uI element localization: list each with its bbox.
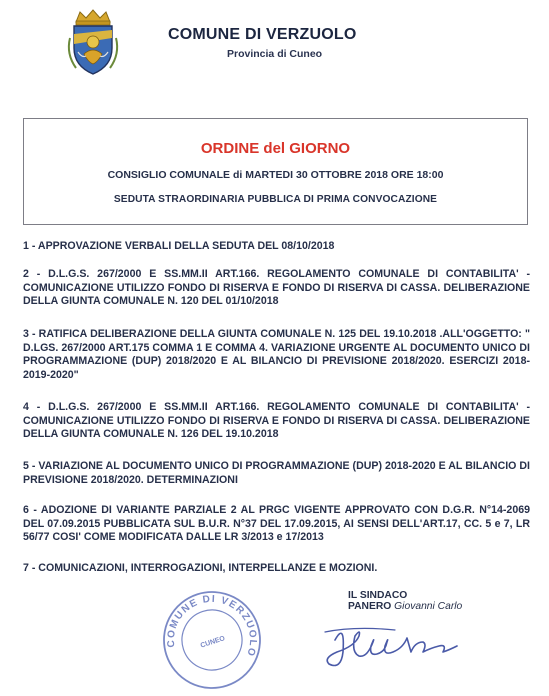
agenda-item-4: 4 - D.L.G.S. 267/2000 E SS.MM.II ART.166. REGOLAMENTO COMUNALE DI CONTABILITA' - COMUNICAZIONE UTILIZZO FONDO DI RISERVA E FONDO DI RISERVA DI CASSA. DELIBERAZIONE DELLA GIUNTA COMUNALE N. 126 DEL 19.10.2018: [23, 401, 530, 440]
agenda-heading-box: [23, 118, 528, 225]
municipal-stamp: [160, 588, 264, 692]
handwritten-signature: [315, 612, 465, 682]
agenda-title: [24, 140, 527, 157]
signatory-given-name: Giovanni Carlo: [394, 601, 463, 612]
coat-of-arms-icon: [62, 8, 124, 76]
agenda-title-main: ORDINE: [200, 140, 264, 157]
document-header: [0, 0, 549, 110]
signatory-name: [348, 601, 462, 612]
agenda-item-5: 5 - VARIAZIONE AL DOCUMENTO UNICO DI PROGRAMMAZIONE (DUP) 2018-2020 E AL BILANCIO DI PREVISIONE 2018/2020. DETERMINAZIONI: [23, 460, 530, 486]
session-type-line: SEDUTA STRAORDINARIA PUBBLICA DI PRIMA CONVOCAZIONE: [113, 194, 438, 205]
agenda-item-7: 7 - COMUNICAZIONI, INTERROGAZIONI, INTERPELLANZE E MOZIONI.: [23, 562, 378, 574]
signatory-title: IL SINDACO: [348, 590, 408, 601]
stamp-ring-text: COMUNE DI VERZUOLO: [165, 593, 259, 659]
signature-block: [348, 590, 462, 612]
municipality-title: COMUNE DI VERZUOLO: [168, 26, 357, 43]
province-subtitle: Provincia di Cuneo: [227, 48, 323, 60]
agenda-title-end: GIORNO: [285, 140, 351, 157]
svg-text:COMUNE DI VERZUOLO: [160, 588, 264, 683]
signatory-surname: PANERO: [348, 601, 392, 612]
agenda-item-2: 2 - D.L.G.S. 267/2000 E SS.MM.II ART.166. REGOLAMENTO COMUNALE DI CONTABILITA' - COMUNICAZIONE UTILIZZO FONDO DI RISERVA E FONDO DI RISERVA DI CASSA. DELIBERAZIONE DELLA GIUNTA COMUNALE N. 120 DEL 01/10/2018: [23, 268, 530, 307]
agenda-title-del: del: [263, 140, 286, 157]
council-session-line: CONSIGLIO COMUNALE di MARTEDI 30 OTTOBRE 2018 ORE 18:00: [107, 169, 444, 181]
agenda-item-1: 1 - APPROVAZIONE VERBALI DELLA SEDUTA DEL 08/10/2018: [23, 240, 335, 252]
agenda-item-3: 3 - RATIFICA DELIBERAZIONE DELLA GIUNTA COMUNALE N. 125 DEL 19.10.2018 .ALL'OGGETTO: " D.LGS. 267/2000 ART.175 COMMA 1 E COMMA 4. VARIAZIONE URGENTE AL DOCUMENTO UNICO DI PROGRAMMAZIONE (DUP) 2018/2020 E AL BILANCIO DI PREVISIONE 2018/2020. ESERCIZI 2018-2019-2020": [23, 328, 530, 381]
stamp-center-text: CUNEO: [199, 635, 226, 650]
agenda-item-6: 6 - ADOZIONE DI VARIANTE PARZIALE 2 AL PRGC VIGENTE APPROVATO CON D.G.R. N°14-2069 DEL 07.09.2015 PUBBLICATA SUL B.U.R. N°37 DEL 17.09.2015, AI SENSI DELL'ART.17, CC. 5 e 7, LR 56/77 COSI' COME MODIFICATA DALLE LR 3/2013 e 17/2013: [23, 504, 530, 543]
